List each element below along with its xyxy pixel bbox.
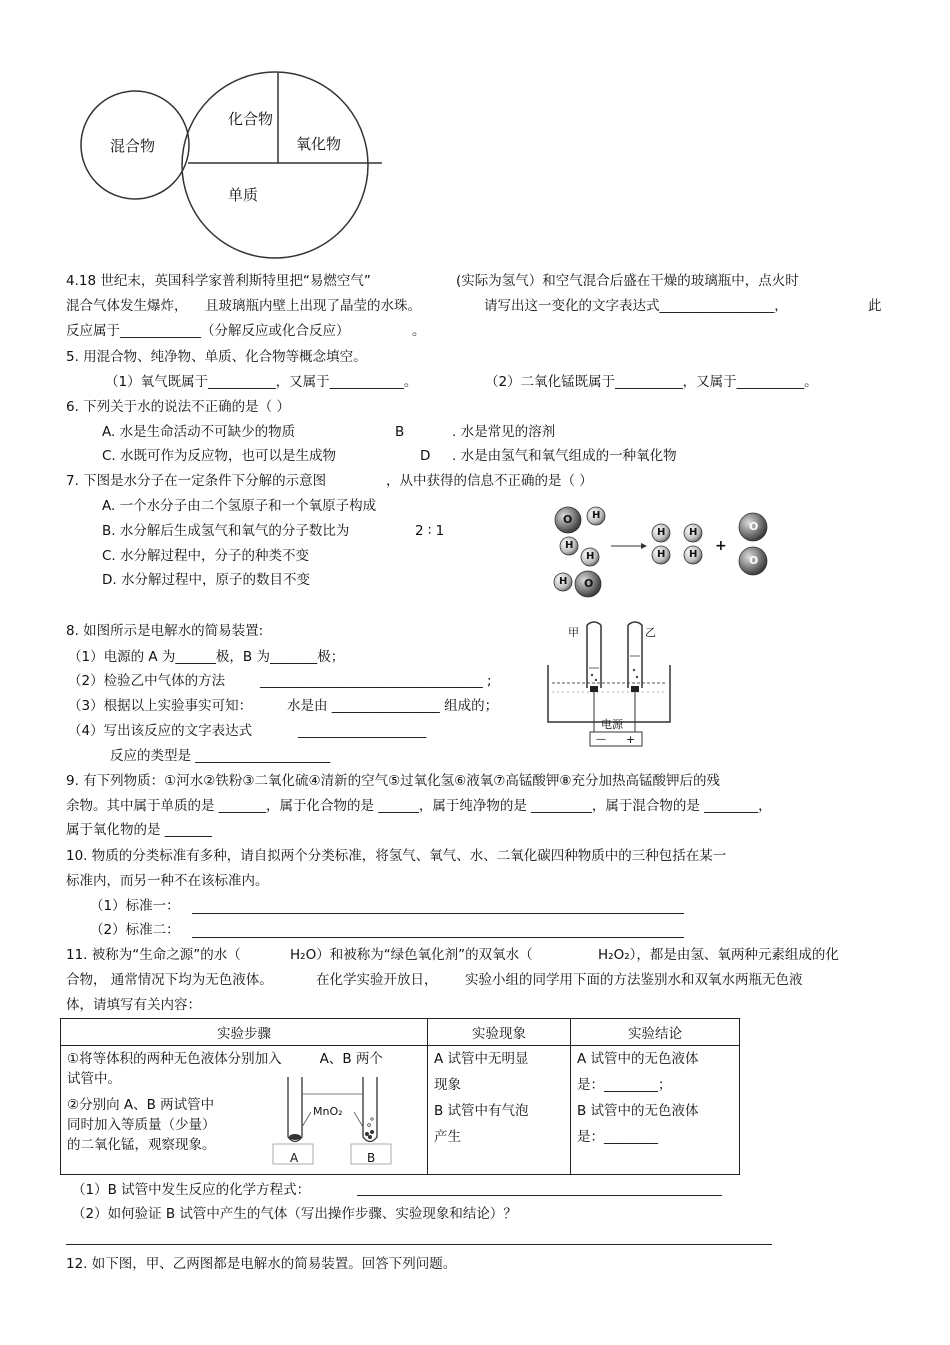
q4-line3b: 。 xyxy=(412,323,426,339)
label-element: 单质 xyxy=(228,186,259,204)
q11-line3: 体，请填写有关内容： xyxy=(66,997,201,1013)
con-2[interactable]: 是：________； xyxy=(577,1077,672,1093)
q4-line2c: 请写出这一变化的文字表达式_________________， xyxy=(484,298,788,314)
q8-part5: 反应的类型是 ____________________ xyxy=(110,748,331,764)
q4-line2a: 混合气体发生爆炸， xyxy=(66,298,188,314)
q6-option-c: C. 水既可作为反应物，也可以是生成物 xyxy=(102,448,337,464)
q5-part1: （1）氧气既属于__________，又属于___________。 xyxy=(105,374,418,390)
q4-line3a: 反应属于____________（分解反应或化合反应） xyxy=(66,323,350,339)
obs-3: B 试管中有气泡 xyxy=(434,1103,529,1119)
step-1b: A、B 两个 xyxy=(319,1051,383,1067)
q11-line2a: 合物， 通常情况下均为无色液体。 xyxy=(66,972,273,988)
q5-stem: 5. 用混合物、纯净物、单质、化合物等概念填空。 xyxy=(66,349,367,365)
q6-option-b: . 水是常见的溶剂 xyxy=(452,424,556,440)
table-header-row xyxy=(61,1019,740,1046)
q4-line2d: 此 xyxy=(868,298,882,314)
q9-line2: 余物。其中属于单质的是 _______，属于化合物的是 ______，属于纯净物的是 _________，属于混合物的是 ________， xyxy=(66,798,772,814)
q10-line1: 10. 物质的分类标准有多种，请自拟两个分类标准，将氢气、氧气、水、二氧化碳四种物质中的三种包括在某一 xyxy=(66,848,727,864)
q7-option-b: B. 水分解后生成氢气和氧气的分子数比为 xyxy=(102,523,350,539)
q11-line2c: 实验小组的同学用下面的方法鉴别水和双氧水两瓶无色液 xyxy=(465,972,803,988)
q11-answer1-label: （1）B 试管中发生反应的化学方程式： xyxy=(72,1182,311,1198)
plus-sign: + xyxy=(715,538,727,554)
atom-label: H xyxy=(559,576,568,587)
q8-part3a: （3）根据以上实验事实可知： xyxy=(68,698,253,714)
q8-part3b: 水是由 ________________ 组成的； xyxy=(287,698,499,714)
apparatus-label-yi: 乙 xyxy=(645,626,656,639)
q11-line2b: 在化学实验开放日， xyxy=(316,972,438,988)
label-oxide: 氧化物 xyxy=(296,135,342,153)
cell-conclusion xyxy=(571,1046,740,1175)
q11-answer2-blank[interactable] xyxy=(66,1244,772,1245)
q6-option-b-letter: B xyxy=(395,424,405,440)
cell-phenomena xyxy=(428,1046,571,1175)
q9-line1: 9. 有下列物质：①河水②铁粉③二氧化硫④清新的空气⑤过氧化氢⑥液氧⑦高锰酸钾⑧充分加热高锰酸钾后的残 xyxy=(66,773,720,789)
obs-2: 现象 xyxy=(434,1077,461,1093)
apparatus-label-minus: — xyxy=(596,734,606,745)
q8-part4a: （4）写出该反应的文字表达式 xyxy=(68,723,253,739)
atom-label: O xyxy=(749,554,759,567)
q12-stem: 12. 如下图，甲、乙两图都是电解水的简易装置。回答下列问题。 xyxy=(66,1256,457,1272)
q5-part2: （2）二氧化锰既属于__________，又属于__________。 xyxy=(485,374,818,390)
apparatus-label-power: 电源 xyxy=(601,718,623,731)
apparatus-label-jia: 甲 xyxy=(568,626,579,639)
q10-standard1-blank[interactable] xyxy=(192,913,684,914)
table-row xyxy=(61,1046,740,1175)
atom-label: H xyxy=(565,540,574,551)
q7-option-d: D. 水分解过程中，原子的数目不变 xyxy=(102,572,310,588)
q7-option-c: C. 水分解过程中，分子的种类不变 xyxy=(102,548,310,564)
atom-label: H xyxy=(586,551,595,562)
label-compound: 化合物 xyxy=(228,110,274,128)
q8-part4b: ___________________ xyxy=(298,723,427,739)
step-1a: ①将等体积的两种无色液体分别加入 xyxy=(67,1051,282,1067)
q4-line2b: 且玻璃瓶内壁上出现了晶莹的水珠。 xyxy=(205,298,421,314)
header-phenomena: 实验现象 xyxy=(428,1019,571,1046)
q7-option-b-ratio: 2 ∶ 1 xyxy=(415,523,445,539)
header-steps: 实验步骤 xyxy=(61,1019,428,1046)
atom-label: O xyxy=(749,520,759,533)
atom-label: O xyxy=(584,577,594,590)
q7-stem1: 7. 下图是水分子在一定条件下分解的示意图 xyxy=(66,473,327,489)
step-4: 同时加入等质量（少量） xyxy=(67,1117,216,1133)
q4-line1b: (实际为氢气）和空气混合后盛在干燥的玻璃瓶中，点火时 xyxy=(456,273,799,289)
q10-standard2-blank[interactable] xyxy=(192,937,684,938)
q6-option-d-letter: D xyxy=(420,448,431,464)
header-conclusion: 实验结论 xyxy=(571,1019,740,1046)
apparatus-label-plus: + xyxy=(626,733,636,746)
step-5: 的二氧化锰，观察现象。 xyxy=(67,1137,216,1153)
q11-line1c: H₂O₂），都是由氢、氧两种元素组成的化 xyxy=(598,947,839,963)
q8-part1: （1）电源的 A 为______极，B 为_______极； xyxy=(68,649,345,665)
step-3: ②分别向 A、B 两试管中 xyxy=(67,1097,215,1113)
q11-answer2-label: （2）如何验证 B 试管中产生的气体（写出操作步骤、实验现象和结论）？ xyxy=(72,1206,517,1222)
label-mixture: 混合物 xyxy=(110,137,156,155)
atom-label: O xyxy=(563,513,573,526)
con-3: B 试管中的无色液体 xyxy=(577,1103,699,1119)
tube-label-mno2: MnO₂ xyxy=(313,1105,343,1118)
q7-stem2: ，从中获得的信息不正确的是（ ） xyxy=(386,473,593,489)
experiment-table xyxy=(60,1018,740,1175)
q6-option-a: A. 水是生命活动不可缺少的物质 xyxy=(102,424,296,440)
q6-stem: 6. 下列关于水的说法不正确的是（ ） xyxy=(66,399,290,415)
tube-label-b: B xyxy=(367,1151,376,1165)
con-1: A 试管中的无色液体 xyxy=(577,1051,699,1067)
classification-diagram xyxy=(80,60,390,260)
q8-part2a: （2）检验乙中气体的方法 xyxy=(68,673,226,689)
q10-standard2-label: （2）标准二： xyxy=(90,922,180,938)
atom-label: H xyxy=(657,549,666,560)
q10-standard1-label: （1）标准一： xyxy=(90,898,180,914)
q8-part2b: _________________________________ ; xyxy=(260,673,492,689)
step-2: 试管中。 xyxy=(67,1071,121,1087)
q9-line3: 属于氧化物的是 _______ xyxy=(66,822,213,838)
tube-label-a: A xyxy=(290,1151,299,1165)
q10-line2: 标准内，而另一种不在该标准内。 xyxy=(66,873,269,889)
atom-label: H xyxy=(689,549,698,560)
atom-label: H xyxy=(592,510,601,521)
q7-option-a: A. 一个水分子由二个氢原子和一个氧原子构成 xyxy=(102,498,377,514)
q11-answer1-blank[interactable] xyxy=(357,1195,722,1196)
obs-1: A 试管中无明显 xyxy=(434,1051,529,1067)
q4-line1a: 4.18 世纪末，英国科学家普利斯特里把“易燃空气” xyxy=(66,273,371,289)
atom-label: H xyxy=(689,527,698,538)
obs-4: 产生 xyxy=(434,1129,461,1145)
cell-steps xyxy=(61,1046,428,1175)
con-4[interactable]: 是：________ xyxy=(577,1129,658,1145)
q11-line1b: H₂O）和被称为“绿色氧化剂”的双氧水（ xyxy=(290,947,533,963)
q8-stem: 8. 如图所示是电解水的简易装置: xyxy=(66,623,264,639)
pure-substance-circle xyxy=(182,72,368,258)
q6-option-d: . 水是由氢气和氧气组成的一种氧化物 xyxy=(452,448,677,464)
atom-label: H xyxy=(657,527,666,538)
q11-line1a: 11. 被称为“生命之源”的水（ xyxy=(66,947,241,963)
